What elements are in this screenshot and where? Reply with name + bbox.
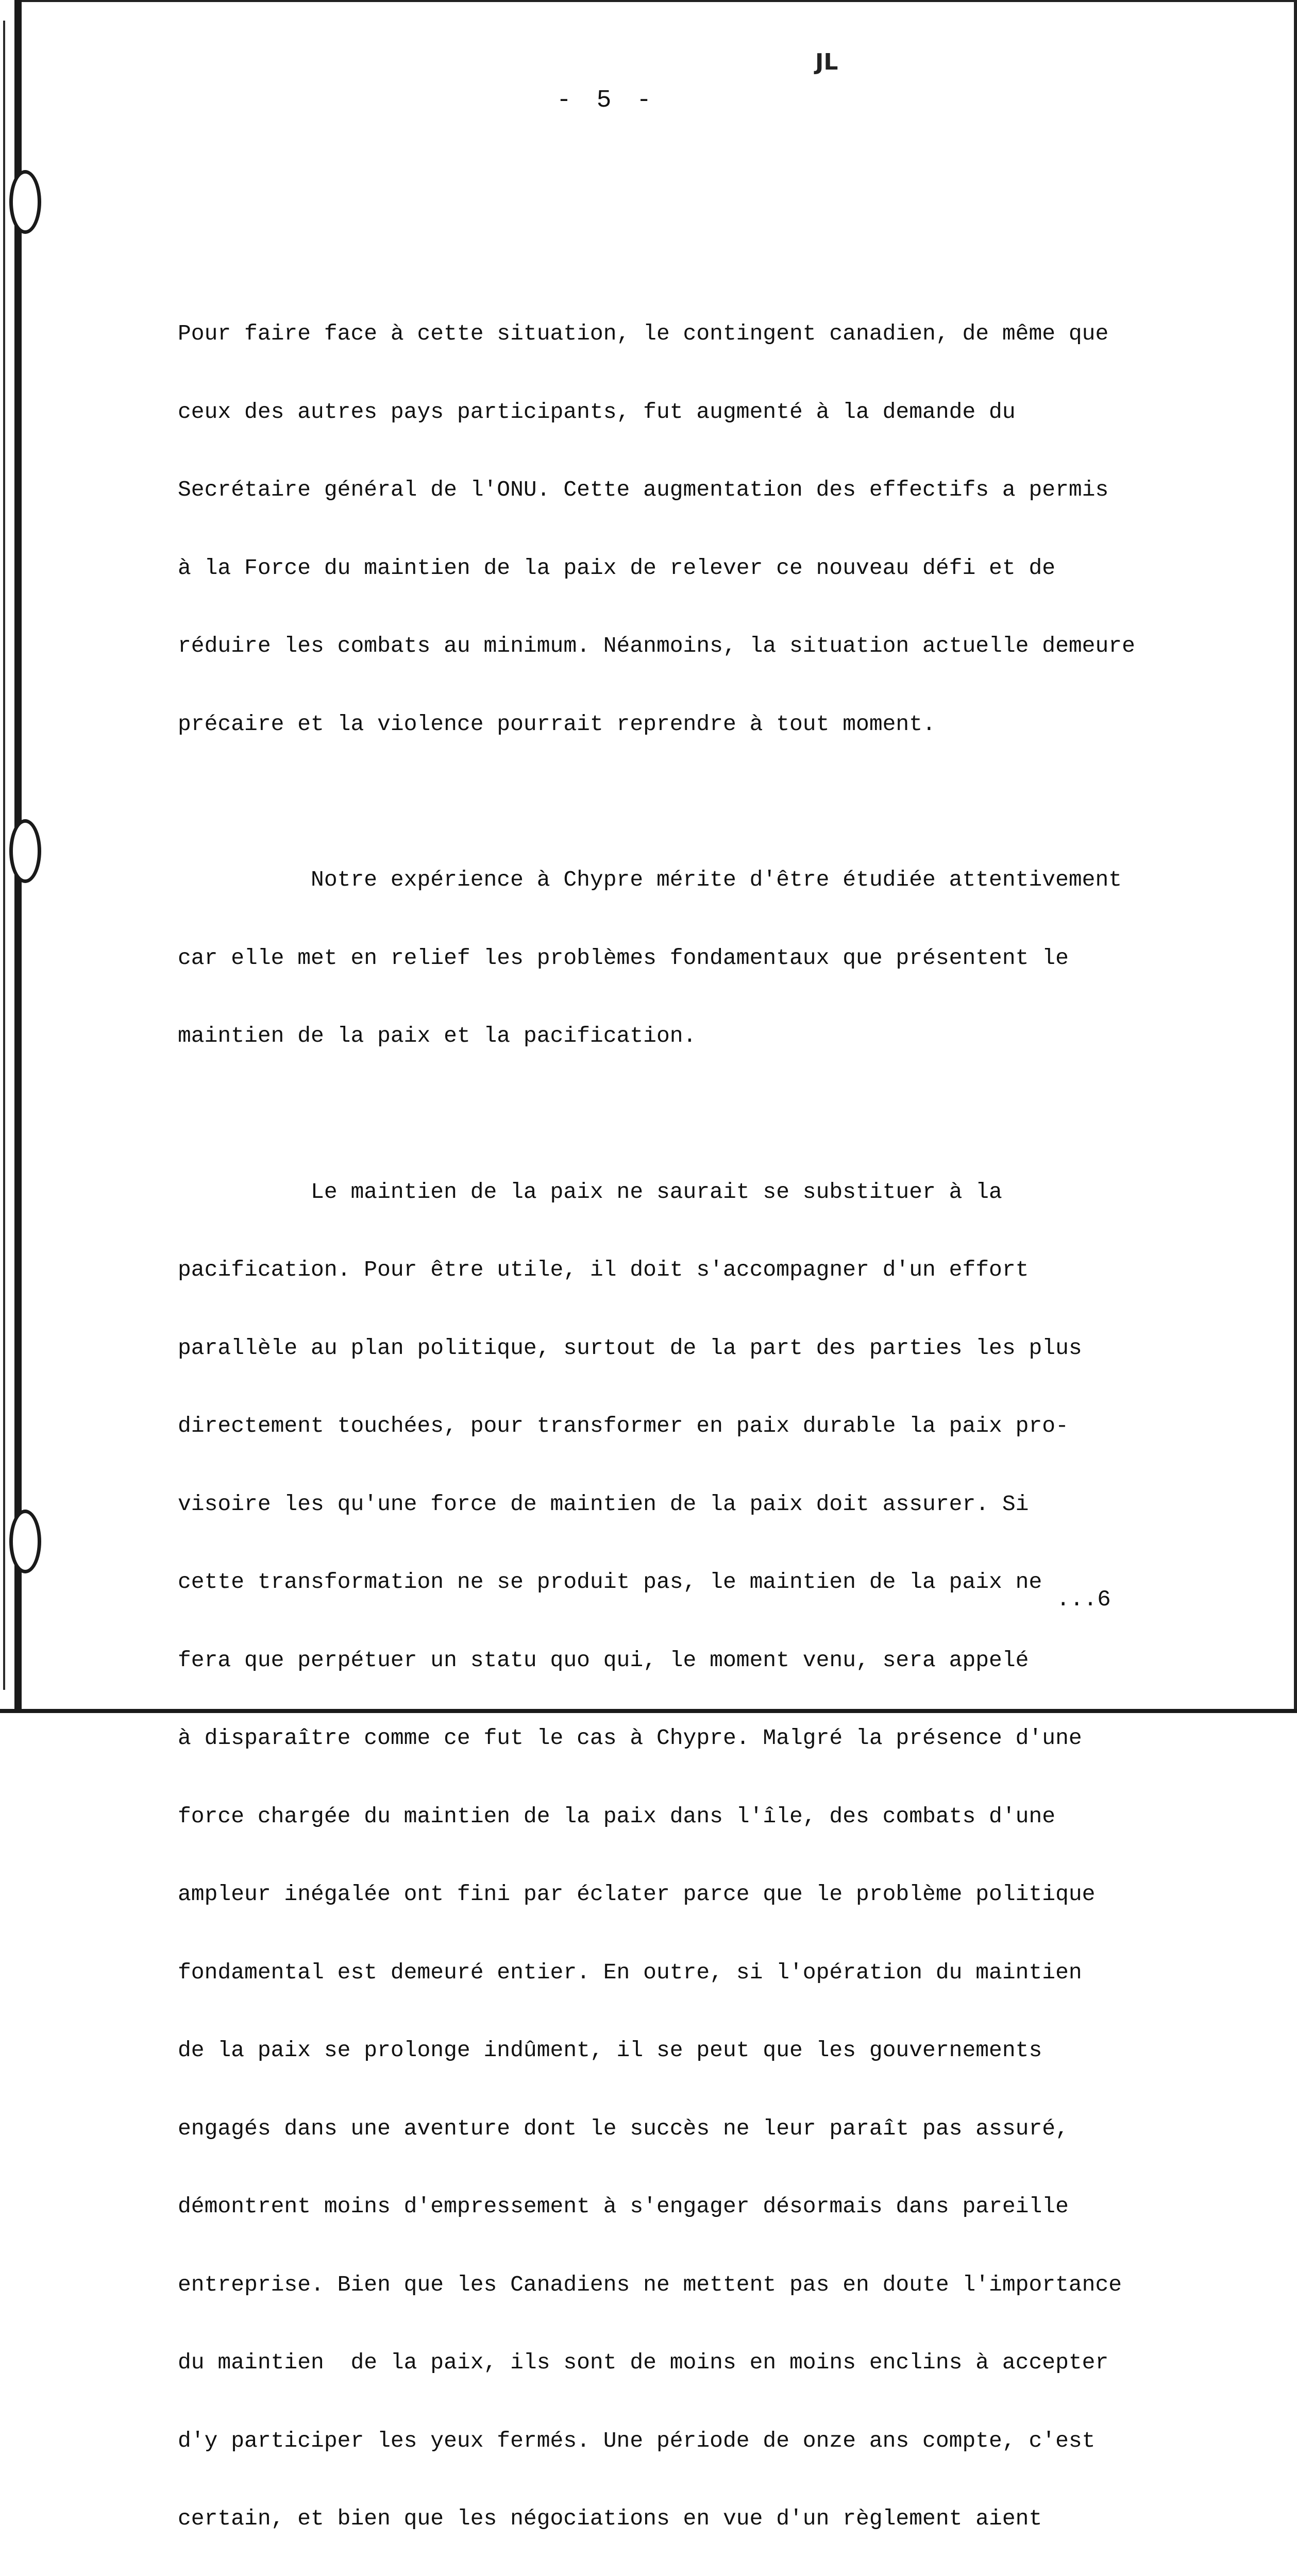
text-line: cette transformation ne se produit pas, le maintien de la paix ne (178, 1569, 1188, 1596)
text-line: parallèle au plan politique, surtout de la part des parties les plus (178, 1335, 1188, 1362)
text-line: engagés dans une aventure dont le succès ne leur paraît pas assuré, (178, 2116, 1188, 2142)
text-line: certain, et bien que les négociations en vue d'un règlement aient (178, 2506, 1188, 2532)
continuation-marker: ...6 (1056, 1587, 1111, 1613)
page-number: - 5 - (557, 87, 656, 114)
text-line: car elle met en relief les problèmes fondamentaux que présentent le (178, 945, 1188, 972)
scan-right-edge (1294, 0, 1297, 1713)
text-line: Notre expérience à Chypre mérite d'être étudiée attentivement (178, 867, 1188, 893)
body-text (178, 269, 1188, 2576)
text-line: à la Force du maintien de la paix de relever ce nouveau défi et de (178, 555, 1188, 582)
text-line: réduire les combats au minimum. Néanmoins, la situation actuelle demeure (178, 633, 1188, 659)
text-line: fondamental est demeuré entier. En outre, si l'opération du maintien (178, 1960, 1188, 1986)
text-line: directement touchées, pour transformer en paix durable la paix pro- (178, 1413, 1188, 1439)
text-line: entreprise. Bien que les Canadiens ne mettent pas en doute l'importance (178, 2272, 1188, 2298)
text-line: Le maintien de la paix ne saurait se substituer à la (178, 1179, 1188, 1206)
text-line: du maintien de la paix, ils sont de moins en moins enclins à accepter (178, 2350, 1188, 2376)
text-line: ceux des autres pays participants, fut augmenté à la demande du (178, 399, 1188, 426)
text-line: fera que perpétuer un statu quo qui, le moment venu, sera appelé (178, 1648, 1188, 1674)
punch-hole-middle (9, 819, 41, 883)
text-line: à disparaître comme ce fut le cas à Chypre. Malgré la présence d'une (178, 1725, 1188, 1752)
text-line: de la paix se prolonge indûment, il se peut que les gouvernements (178, 2038, 1188, 2064)
punch-hole-top (9, 170, 41, 234)
scan-binder-edge-thin (3, 21, 5, 1690)
text-line: d'y participer les yeux fermés. Une période de onze ans compte, c'est (178, 2428, 1188, 2454)
paragraph (178, 269, 1188, 789)
text-line: ampleur inégalée ont fini par éclater parce que le problème politique (178, 1882, 1188, 1908)
text-line: visoire les qu'une force de maintien de la paix doit assurer. Si (178, 1492, 1188, 1518)
punch-hole-bottom (9, 1510, 41, 1573)
text-line: maintien de la paix et la pacification. (178, 1023, 1188, 1049)
text-line: Pour faire face à cette situation, le contingent canadien, de même que (178, 321, 1188, 347)
text-line: force chargée du maintien de la paix dans l'île, des combats d'une (178, 1804, 1188, 1830)
text-line: pacification. Pour être utile, il doit s'accompagner d'un effort (178, 1257, 1188, 1283)
text-line: démontrent moins d'empressement à s'engager désormais dans pareille (178, 2194, 1188, 2220)
paragraph (178, 815, 1188, 1101)
paragraph (178, 1127, 1188, 2576)
scan-top-edge (21, 0, 1297, 2)
text-line: précaire et la violence pourrait reprendre à tout moment. (178, 711, 1188, 738)
text-line: Secrétaire général de l'ONU. Cette augmentation des effectifs a permis (178, 477, 1188, 503)
handwritten-initials: JL (815, 49, 838, 75)
